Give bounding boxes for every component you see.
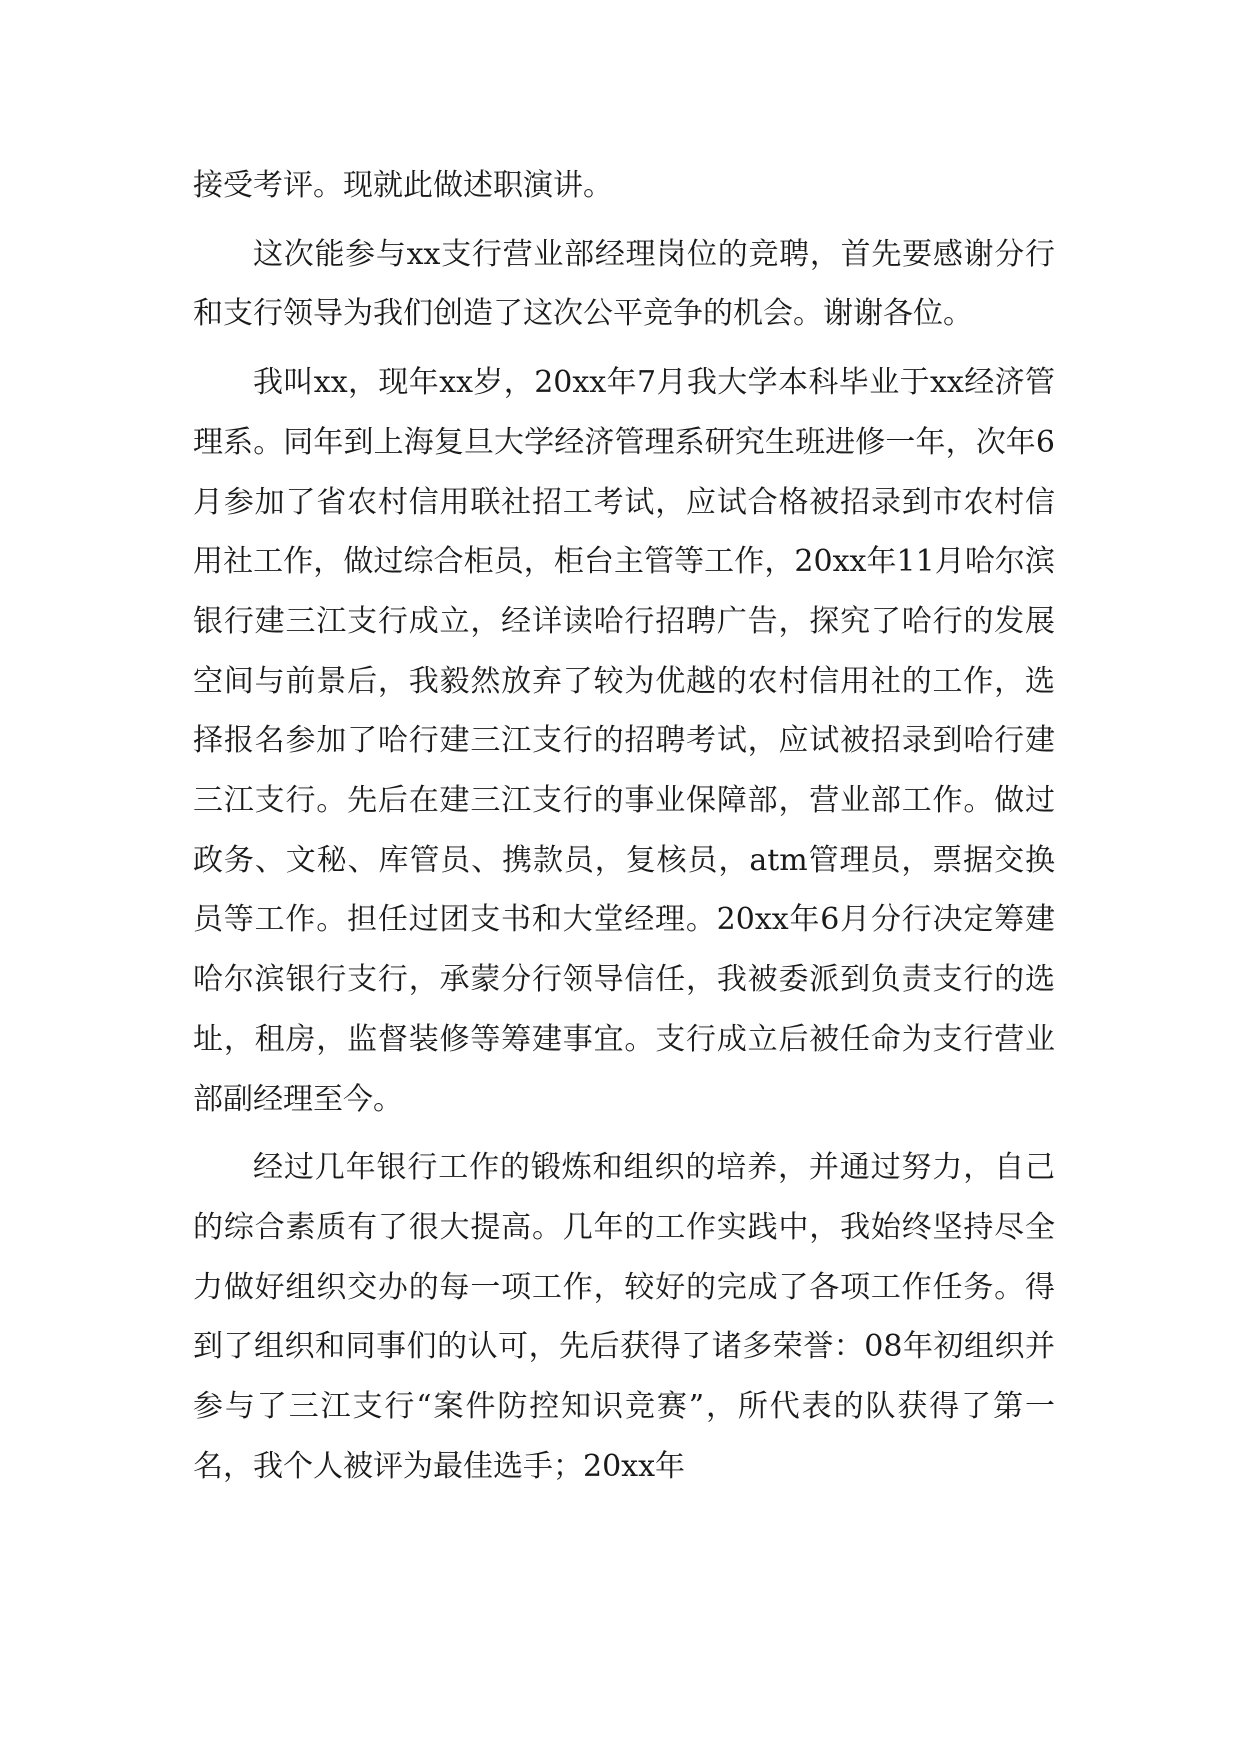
document-body xyxy=(193,156,1055,1505)
paragraph-1: 接受考评。现就此做述职演讲。 xyxy=(193,168,613,203)
paragraph-4: 经过几年银行工作的锻炼和组织的培养，并通过努力，自己的综合素质有了很大提高。几年的工作实践中，我始终坚持尽全力做好组织交办的每一项工作，较好的完成了各项工作任务。得到了组织和同事们的认可，先后获得了诸多荣誉：08年初组织并参与了三江支行“案件防控知识竞赛”，所代表的队获得了第一名，我个人被评为最佳选手；20xx年 xyxy=(193,1150,1055,1484)
paragraph-2: 这次能参与xx支行营业部经理岗位的竞聘，首先要感谢分行和支行领导为我们创造了这次公平竞争的机会。谢谢各位。 xyxy=(193,236,1055,332)
paragraph-3: 我叫xx，现年xx岁，20xx年7月我大学本科毕业于xx经济管理系。同年到上海复旦大学经济管理系研究生班进修一年，次年6月参加了省农村信用联社招工考试，应试合格被招录到市农村信用社工作，做过综合柜员，柜台主管等工作，20xx年11月哈尔滨银行建三江支行成立，经详读哈行招聘广告，探究了哈行的发展空间与前景后，我毅然放弃了较为优越的农村信用社的工作，选择报名参加了哈行建三江支行的招聘考试，应试被招录到哈行建三江支行。先后在建三江支行的事业保障部，营业部工作。做过政务、文秘、库管员、携款员，复核员，atm管理员，票据交换员等工作。担任过团支书和大堂经理。20xx年6月分行决定筹建哈尔滨银行支行，承蒙分行领导信任，我被委派到负责支行的选址，租房，监督装修等筹建事宜。支行成立后被任命为支行营业部副经理至今。 xyxy=(193,365,1055,1117)
